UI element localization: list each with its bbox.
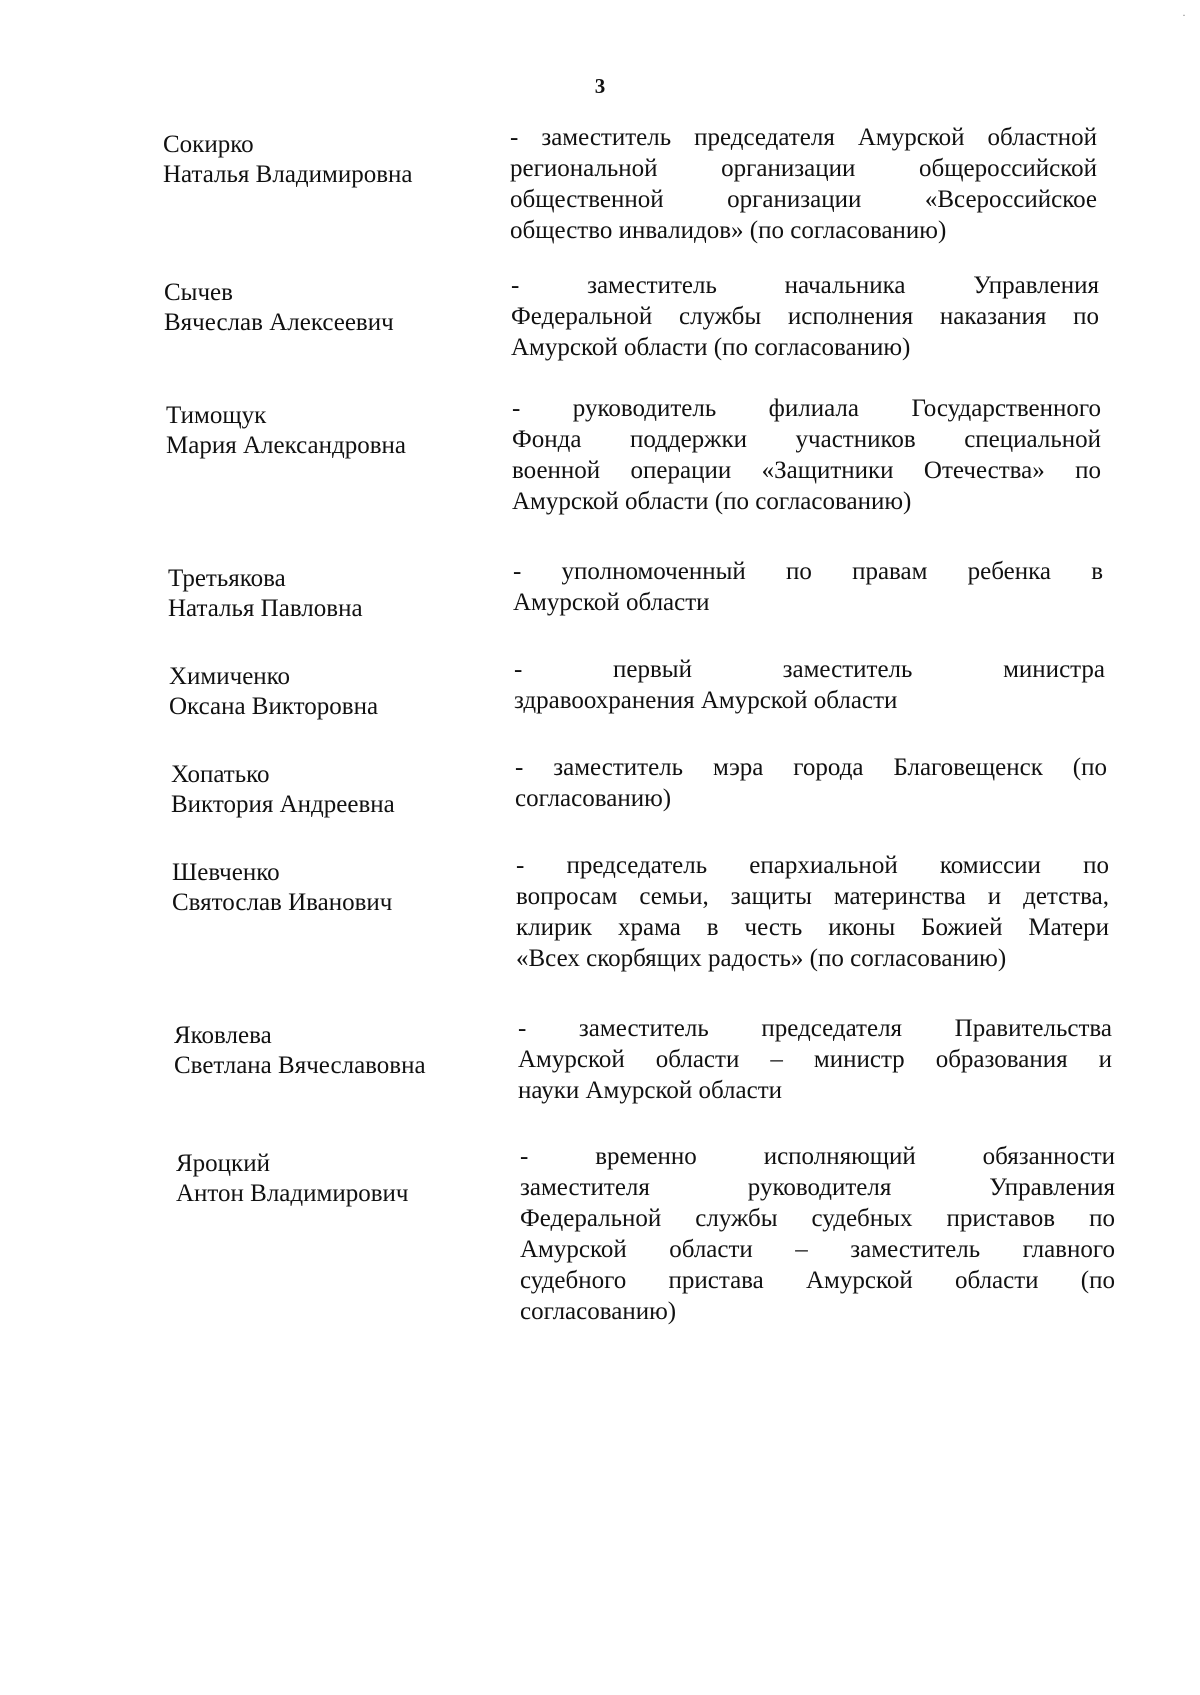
position-line: общественной организации «Всероссийское xyxy=(510,186,1097,213)
scan-mark: · xyxy=(1182,8,1186,22)
member-name xyxy=(163,130,493,190)
position-line: науки Амурской области xyxy=(518,1077,783,1104)
member-name xyxy=(169,662,499,722)
position-line: «Всех скорбящих радость» (по согласованию) xyxy=(516,945,1007,972)
member-given-names: Антон Владимирович xyxy=(176,1180,409,1207)
member-surname: Сокирко xyxy=(163,131,254,158)
member-surname: Третьякова xyxy=(168,565,286,592)
position-line: Амурской области – министр образования и xyxy=(518,1046,1112,1073)
member-surname: Яроцкий xyxy=(176,1150,270,1177)
position-line: - руководитель филиала Государственного xyxy=(512,395,1101,422)
member-surname: Химиченко xyxy=(169,663,291,690)
member-name xyxy=(166,401,496,461)
member-name xyxy=(168,564,498,624)
member-position xyxy=(520,1141,1115,1327)
member-given-names: Святослав Иванович xyxy=(172,889,393,916)
position-line: согласованию) xyxy=(515,785,672,812)
member-name xyxy=(172,858,502,918)
position-line: - заместитель мэра города Благовещенск (по xyxy=(515,754,1107,781)
position-line: региональной организации общероссийской xyxy=(510,155,1097,182)
position-line: судебного пристава Амурской области (по xyxy=(520,1267,1115,1294)
position-line: Фонда поддержки участников специальной xyxy=(512,426,1101,453)
position-line: Федеральной службы судебных приставов по xyxy=(520,1205,1115,1232)
position-line: - заместитель председателя Амурской областной xyxy=(510,124,1097,151)
member-given-names: Наталья Павловна xyxy=(168,595,363,622)
position-line: - заместитель начальника Управления xyxy=(511,272,1099,299)
member-surname: Тимощук xyxy=(166,402,267,429)
page-number: 3 xyxy=(594,74,606,98)
member-given-names: Виктория Андреевна xyxy=(171,791,395,818)
member-name xyxy=(164,278,494,338)
position-line: - председатель епархиальной комиссии по xyxy=(516,852,1109,879)
position-line: здравоохранения Амурской области xyxy=(514,687,898,714)
position-line: Амурской области (по согласованию) xyxy=(511,334,911,361)
position-line: - заместитель председателя Правительства xyxy=(518,1015,1112,1042)
position-line: - первый заместитель министра xyxy=(514,656,1105,683)
member-position xyxy=(516,850,1109,974)
position-line: Амурской области – заместитель главного xyxy=(520,1236,1115,1263)
member-position xyxy=(515,752,1107,814)
position-line: Федеральной службы исполнения наказания по xyxy=(511,303,1099,330)
position-line: Амурской области (по согласованию) xyxy=(512,488,912,515)
member-surname: Шевченко xyxy=(172,859,280,886)
member-surname: Яковлева xyxy=(174,1022,272,1049)
member-name xyxy=(174,1021,504,1081)
position-line: согласованию) xyxy=(520,1298,677,1325)
position-line: клирик храма в честь иконы Божией Матери xyxy=(516,914,1109,941)
position-line: общество инвалидов» (по согласованию) xyxy=(510,217,947,244)
member-given-names: Оксана Викторовна xyxy=(169,693,379,720)
member-surname: Сычев xyxy=(164,279,233,306)
member-name xyxy=(171,760,501,820)
member-given-names: Светлана Вячеславовна xyxy=(174,1052,426,1079)
position-line: заместителя руководителя Управления xyxy=(520,1174,1115,1201)
position-line: вопросам семьи, защиты материнства и детства, xyxy=(516,883,1109,910)
position-line: Амурской области xyxy=(513,589,710,616)
member-position xyxy=(518,1013,1112,1106)
member-position xyxy=(513,556,1103,618)
member-position xyxy=(512,393,1101,517)
position-line: - уполномоченный по правам ребенка в xyxy=(513,558,1103,585)
member-given-names: Наталья Владимировна xyxy=(163,161,413,188)
member-position xyxy=(511,270,1099,363)
member-surname: Хопатько xyxy=(171,761,270,788)
member-position xyxy=(514,654,1105,716)
member-given-names: Вячеслав Алексеевич xyxy=(164,309,394,336)
member-position xyxy=(510,122,1097,246)
member-given-names: Мария Александровна xyxy=(166,432,406,459)
position-line: - временно исполняющий обязанности xyxy=(520,1143,1115,1170)
member-name xyxy=(176,1149,506,1209)
position-line: военной операции «Защитники Отечества» по xyxy=(512,457,1101,484)
